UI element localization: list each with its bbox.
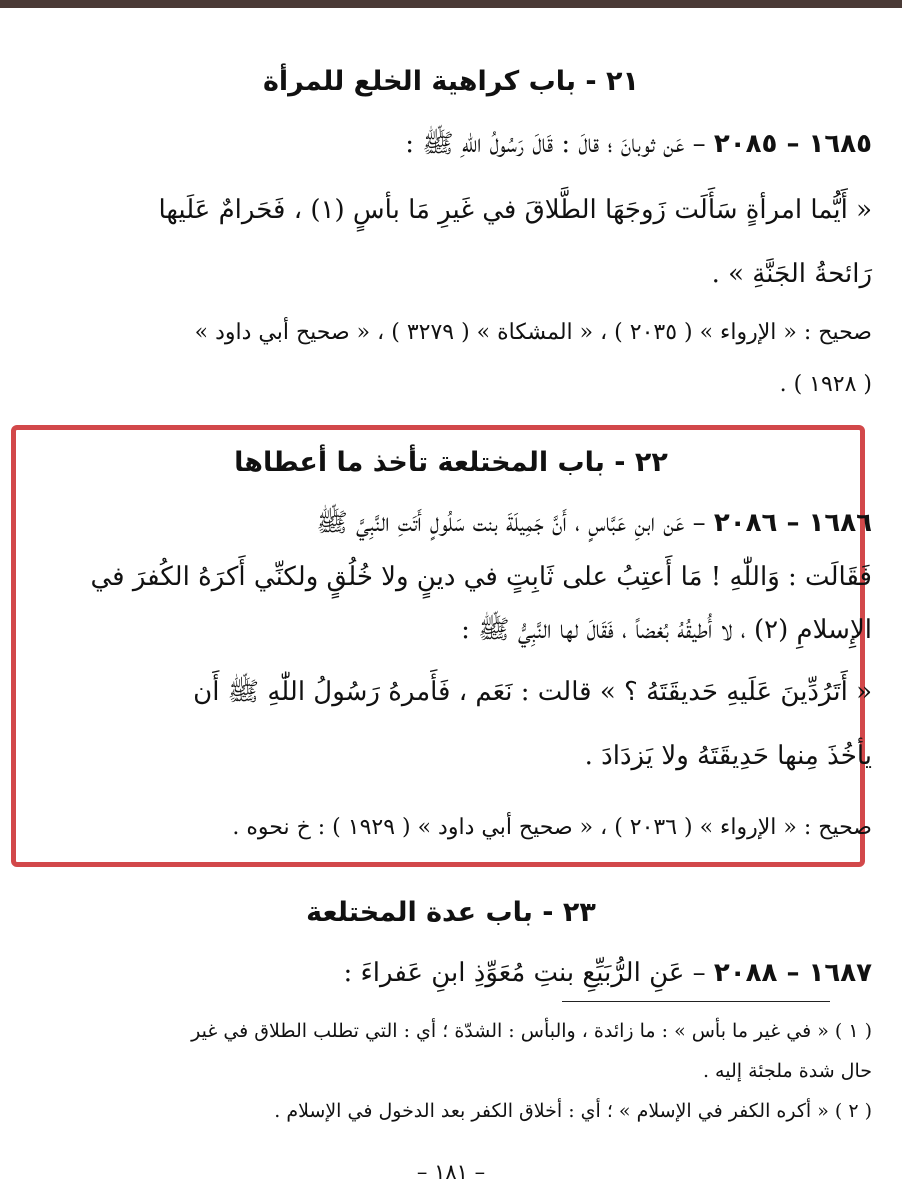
hadith-1685-header <box>30 124 872 164</box>
hadith-1685-grading-line-2: ( ١٩٢٨ ) . <box>779 372 872 397</box>
hadith-1686-text-line-3: « أَتَرُدِّينَ عَلَيهِ حَديقَتَهُ ؟ » قالت : نَعَم ، فَأَمرهُ رَسُولُ اللّٰهِ ﷺ أَن <box>193 677 872 707</box>
hadith-1686-text-line-2: الإِسلامِ (٢) ، لا أُطيقُهُ بُغضاً ، فَقَالَ لها النَّبِيُّ ﷺ : <box>461 615 872 645</box>
section-22-title: ٢٢ - باب المختلعة تأخذ ما أعطاها <box>234 447 668 478</box>
page-number: – ١٨١ – <box>416 1160 486 1184</box>
hadith-narrator: – عَن ابنِ عَبَّاسٍ ، أَنَّ جَمِيلَةَ بنت سَلُولٍ أَتَتِ النَّبِيَّ ﷺ <box>316 508 706 538</box>
section-23-title: ٢٣ - باب عدة المختلعة <box>306 897 596 928</box>
hadith-1685-text-line-2: رَائحةُ الجَنَّةِ » . <box>711 259 872 289</box>
hadith-number: ١٦٨٥ – ٢٠٨٥ <box>713 129 872 159</box>
hadith-1686-grading: صحيح : « الإرواء » ( ٢٠٣٦ ) ، « صحيح أبي داود » ( ١٩٢٩ ) : خ نحوه . <box>232 815 872 840</box>
hadith-1686-text-line-4: يأخُذَ مِنها حَدِيقَتَهُ ولا يَزدَادَ . <box>584 741 872 771</box>
top-bar <box>0 0 902 8</box>
footnote-1-line-1: ( ١ ) « في غير ما بأس » : ما زائدة ، والبأس : الشدّة ؛ أي : التي تطلب الطلاق في غير <box>191 1020 872 1042</box>
hadith-1685-text-line-1: « أَيُّما امرأةٍ سَأَلَت زَوجَهَا الطَّلاقَ في غَيرِ مَا بأسٍ (١) ، فَحَرامٌ عَلَيها <box>158 195 872 225</box>
hadith-1685-grading-line-1: صحيح : « الإرواء » ( ٢٠٣٥ ) ، « المشكاة » ( ٣٢٧٩ ) ، « صحيح أبي داود » <box>194 320 872 345</box>
hadith-1686-header <box>30 503 872 543</box>
hadith-1686-text-line-1: فَقَالَت : وَاللّٰهِ ! مَا أَعتِبُ على ثَابِتٍ في دينٍ ولا خُلُقٍ ولكنِّي أَكرَهُ الكُفرَ في <box>90 562 872 592</box>
footnote-2: ( ٢ ) « أكره الكفر في الإسلام » ؛ أي : أخلاق الكفر بعد الدخول في الإسلام . <box>274 1100 872 1122</box>
hadith-narrator: – عَن ثوبانَ ؛ قالَ : قَالَ رَسُولُ اللّٰهِ ﷺ : <box>405 129 706 159</box>
hadith-number: ١٦٨٦ – ٢٠٨٦ <box>713 508 872 538</box>
hadith-1687-header <box>30 953 872 993</box>
hadith-number: ١٦٨٧ – ٢٠٨٨ <box>713 958 872 988</box>
section-21-title: ٢١ - باب كراهية الخلع للمرأة <box>262 66 640 97</box>
footnote-1-line-2: حال شدة ملجئة إليه . <box>702 1060 872 1082</box>
footnote-separator <box>562 1001 830 1002</box>
hadith-narrator: – عَنِ الرُّبَيِّعِ بنتِ مُعَوِّذِ ابنِ عَفراءَ : <box>343 958 706 988</box>
